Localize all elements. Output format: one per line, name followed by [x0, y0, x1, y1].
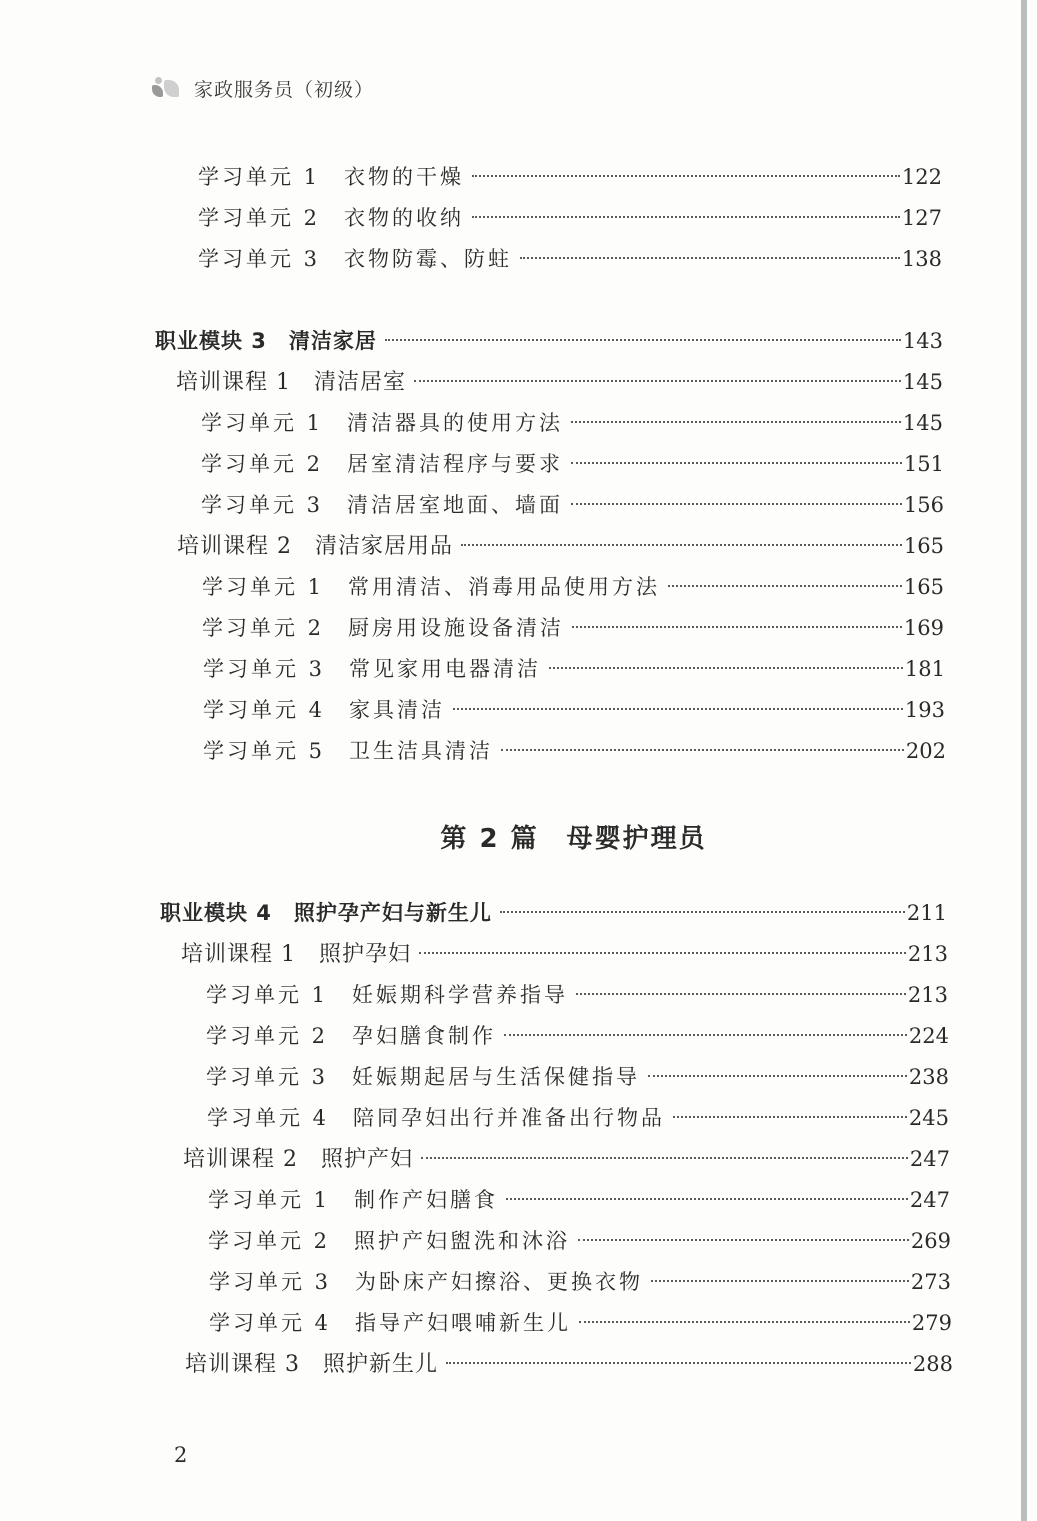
toc-entry-page: 193: [904, 698, 945, 722]
toc-entry[interactable]: [202, 611, 944, 645]
dot-leader: [571, 421, 901, 423]
toc-entry-page: 127: [901, 206, 942, 230]
toc-entry-label: 学习单元 2 照护产妇盥洗和沐浴: [208, 1229, 571, 1253]
toc-entry[interactable]: [208, 1224, 951, 1258]
toc-entry[interactable]: [201, 447, 944, 481]
toc-entry-label: 学习单元 4 陪同孕妇出行并准备出行物品: [207, 1106, 666, 1130]
toc-entry-page: 211: [906, 901, 947, 925]
dot-leader: [520, 257, 900, 259]
toc-entry-label: 学习单元 2 衣物的收纳: [198, 206, 465, 230]
toc-entry[interactable]: [209, 1265, 951, 1299]
toc-entry[interactable]: [206, 1060, 949, 1094]
toc-entry[interactable]: [202, 570, 944, 604]
dot-leader: [673, 1116, 907, 1118]
toc-entry-page: 213: [907, 983, 948, 1007]
toc-entry-page: 273: [910, 1270, 951, 1294]
toc-entry-label: 学习单元 1 妊娠期科学营养指导: [206, 983, 569, 1007]
dot-leader: [419, 952, 906, 954]
toc-entry-page: 165: [903, 534, 944, 558]
toc-entry[interactable]: [198, 201, 942, 235]
toc-entry-label: 培训课程 1 照护孕妇: [181, 942, 411, 967]
toc-entry-label: 学习单元 2 居室清洁程序与要求: [201, 452, 564, 476]
toc-entry[interactable]: [198, 160, 942, 194]
part-heading: 第 2 篇 母婴护理员: [440, 824, 707, 854]
toc-entry-label: 学习单元 3 常见家用电器清洁: [203, 657, 542, 681]
toc-entry-label: 职业模块 3 清洁家居: [155, 329, 377, 353]
toc-course[interactable]: [181, 937, 948, 971]
toc-course[interactable]: [183, 1142, 950, 1176]
dot-leader: [472, 216, 900, 218]
toc-entry-label: 学习单元 2 孕妇膳食制作: [206, 1024, 497, 1048]
dot-leader: [504, 1034, 907, 1036]
dot-leader: [501, 749, 904, 751]
dot-leader: [500, 911, 905, 913]
dot-leader: [461, 544, 902, 546]
dot-leader: [648, 1075, 907, 1077]
dot-leader: [579, 1321, 910, 1323]
toc-entry[interactable]: [207, 1101, 949, 1135]
toc-entry-label: 培训课程 1 清洁居室: [176, 370, 406, 395]
dot-leader: [572, 626, 902, 628]
dot-leader: [414, 380, 901, 382]
toc-entry[interactable]: [209, 1306, 952, 1340]
toc-entry-page: 247: [909, 1147, 950, 1171]
toc-entry-label: 培训课程 3 照护新生儿: [185, 1352, 438, 1377]
toc-entry-page: 165: [903, 575, 944, 599]
toc-entry-page: 156: [903, 493, 944, 517]
dot-leader: [421, 1157, 908, 1159]
toc-entry-label: 学习单元 1 制作产妇膳食: [208, 1188, 499, 1212]
toc-entry-label: 学习单元 1 衣物的干燥: [198, 165, 465, 189]
toc-entry-label: 职业模块 4 照护孕产妇与新生儿: [160, 901, 492, 925]
toc-entry-label: 培训课程 2 照护产妇: [183, 1147, 413, 1172]
toc-entry-page: 213: [907, 942, 948, 966]
dot-leader: [506, 1198, 908, 1200]
running-header: [152, 74, 374, 102]
toc-entry[interactable]: [201, 488, 944, 522]
toc-entry-page: 122: [901, 165, 942, 189]
toc-entry[interactable]: [198, 242, 942, 276]
toc-entry[interactable]: [203, 693, 945, 727]
leaf-logo-icon: [152, 77, 182, 99]
toc-entry-label: 学习单元 5 卫生洁具清洁: [203, 739, 494, 763]
toc-entry-page: 181: [904, 657, 945, 681]
toc-module-4[interactable]: [160, 896, 947, 930]
toc-entry-label: 学习单元 3 衣物防霉、防蛀: [198, 247, 513, 271]
toc-entry-label: 学习单元 4 指导产妇喂哺新生儿: [209, 1311, 572, 1335]
dot-leader: [578, 1239, 909, 1241]
dot-leader: [571, 503, 902, 505]
toc-entry[interactable]: [206, 978, 948, 1012]
dot-leader: [571, 462, 902, 464]
toc-entry-label: 学习单元 3 清洁居室地面、墙面: [201, 493, 564, 517]
toc-entry-label: 学习单元 2 厨房用设施设备清洁: [202, 616, 565, 640]
toc-entry-page: 288: [912, 1352, 953, 1376]
dot-leader: [576, 993, 906, 995]
dot-leader: [453, 708, 903, 710]
toc-entry-page: 138: [901, 247, 942, 271]
toc-entry-label: 培训课程 2 清洁家居用品: [177, 534, 453, 559]
toc-entry[interactable]: [203, 734, 946, 768]
dot-leader: [668, 585, 902, 587]
page-number: 2: [174, 1443, 188, 1467]
toc-entry-page: 224: [908, 1024, 949, 1048]
toc-entry-label: 学习单元 1 常用清洁、消毒用品使用方法: [202, 575, 661, 599]
toc-module-3[interactable]: [155, 324, 943, 358]
dot-leader: [472, 175, 900, 177]
toc-entry-page: 151: [903, 452, 944, 476]
toc-course[interactable]: [177, 529, 944, 563]
toc-entry-page: 245: [908, 1106, 949, 1130]
dot-leader: [385, 339, 901, 341]
toc-entry[interactable]: [201, 406, 943, 440]
toc-entry[interactable]: [208, 1183, 950, 1217]
dot-leader: [446, 1362, 911, 1364]
toc-entry-label: 学习单元 4 家具清洁: [203, 698, 446, 722]
toc-entry-page: 269: [910, 1229, 951, 1253]
book-title: 家政服务员（初级）: [194, 78, 375, 101]
toc-course[interactable]: [185, 1347, 953, 1381]
toc-entry-page: 238: [908, 1065, 949, 1089]
toc-entry-page: 279: [911, 1311, 952, 1335]
toc-course[interactable]: [176, 365, 943, 399]
toc-entry-label: 学习单元 1 清洁器具的使用方法: [201, 411, 564, 435]
toc-entry-page: 247: [909, 1188, 950, 1212]
toc-entry-label: 学习单元 3 妊娠期起居与生活保健指导: [206, 1065, 641, 1089]
toc-entry[interactable]: [203, 652, 945, 686]
toc-entry[interactable]: [206, 1019, 949, 1053]
toc-entry-page: 145: [902, 411, 943, 435]
toc-entry-page: 143: [902, 329, 943, 353]
toc-entry-page: 202: [905, 739, 946, 763]
toc-entry-page: 169: [903, 616, 944, 640]
toc-entry-label: 学习单元 3 为卧床产妇擦浴、更换衣物: [209, 1270, 644, 1294]
dot-leader: [549, 667, 903, 669]
toc-entry-page: 145: [902, 370, 943, 394]
dot-leader: [651, 1280, 909, 1282]
